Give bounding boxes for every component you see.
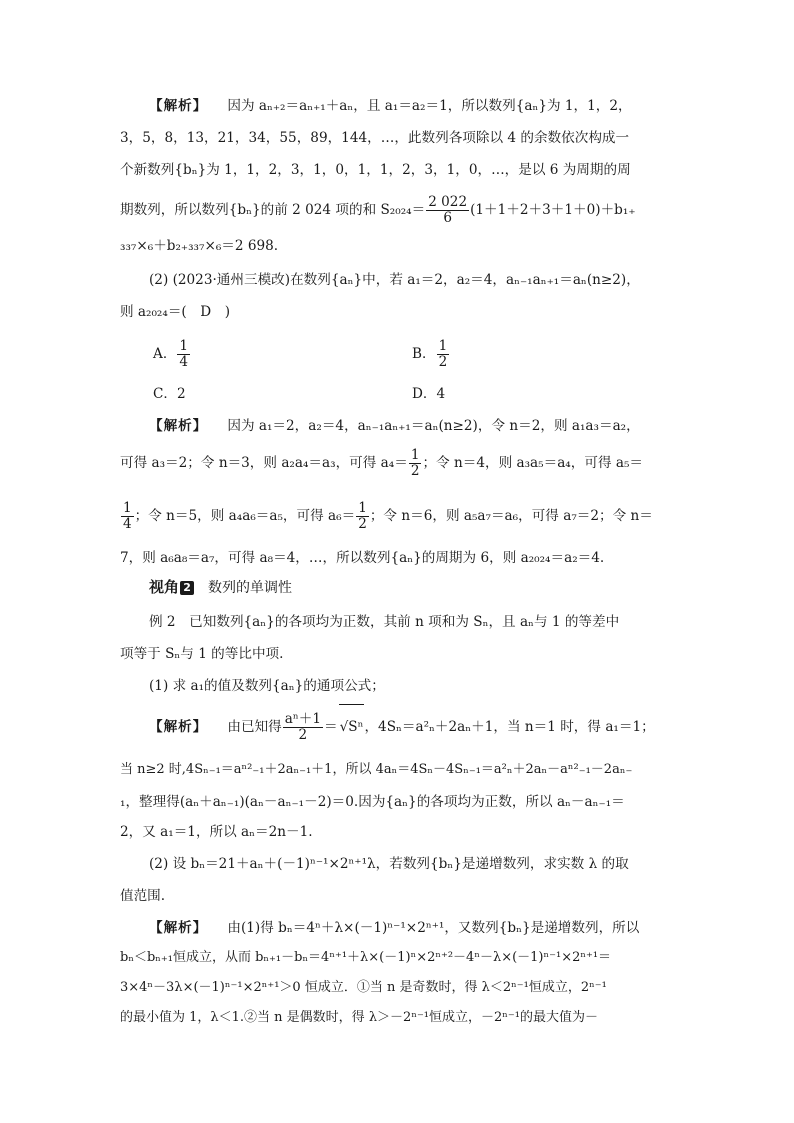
fraction-numerator: 1 — [179, 338, 189, 354]
solution-paragraph-2-line-4: 7，则 a₆a₈＝a₇，可得 a₈＝4，…，所以数列{aₙ}的周期为 6，则 a₂₀₂₄＝a₂＝4. — [120, 550, 605, 566]
solution-paragraph-1-line-2: 3，5，8，13，21，34，55，89，144，…，此数列各项除以 4 的余数依次构成一 — [120, 130, 630, 146]
solution-paragraph-4-line-3: 3×4ⁿ－3λ×(－1)ⁿ⁻¹×2ⁿ⁺¹＞0 恒成立．①当 n 是奇数时，得 λ＜2ⁿ⁻¹恒成立，2ⁿ⁻¹ — [120, 980, 607, 995]
text: 期数列，所以数列{bₙ}的前 2 024 项的和 S₂₀₂₄＝ — [120, 202, 426, 218]
text: ；令 n＝4，则 a₃a₅＝a₄，可得 a₅＝ — [422, 455, 644, 471]
section-badge-number: 2 — [180, 581, 194, 595]
option-a — [153, 334, 191, 374]
option-label: B． — [412, 346, 436, 362]
solution-paragraph-3-line-2: 当 n≥2 时,4Sₙ₋₁＝aⁿ²₋₁＋2aₙ₋₁＋1，所以 4aₙ＝4Sₙ－4Sₙ₋₁＝a²ₙ＋2aₙ－aⁿ²₋₁－2aₙ₋ — [120, 762, 633, 777]
question-2b-line-1: (2) 设 bₙ＝21＋aₙ＋(－1)ⁿ⁻¹×2ⁿ⁺¹λ，若数列{bₙ}是递增数列，求实数 λ 的取 — [149, 856, 629, 872]
solution-tag: 【解析】 — [149, 98, 208, 114]
fraction — [356, 501, 369, 532]
section-badge-text: 视角 — [149, 578, 180, 596]
fraction — [283, 712, 323, 743]
text: ；令 n＝5，则 a₄a₆＝a₅，可得 a₆＝ — [134, 508, 356, 524]
example-2-line-2: 项等于 Sₙ与 1 的等比中项. — [120, 646, 284, 662]
fraction-denominator: 4 — [123, 516, 132, 532]
fraction — [177, 339, 190, 370]
solution-paragraph-4-line-1 — [149, 918, 709, 938]
fraction-numerator: 1 — [123, 500, 132, 516]
solution-paragraph-4-line-2: bₙ＜bₙ₊₁恒成立，从而 bₙ₊₁－bₙ＝4ⁿ⁺¹＋λ×(－1)ⁿ×2ⁿ⁺²－4ⁿ－λ×(－1)ⁿ⁻¹×2ⁿ⁺¹＝ — [120, 950, 612, 965]
solution-paragraph-2-line-1 — [149, 416, 709, 436]
fraction — [409, 448, 422, 479]
fraction-denominator: 2 — [358, 516, 367, 532]
option-c: C．2 — [153, 386, 186, 402]
solution-tag: 【解析】 — [149, 719, 208, 735]
solution-tag: 【解析】 — [149, 418, 208, 434]
solution-paragraph-1-line-4 — [120, 190, 680, 230]
fraction-denominator: 2 — [410, 463, 420, 479]
example-2-line-1: 例 2 已知数列{aₙ}的各项均为正数，其前 n 项和为 Sₙ，且 aₙ与 1 的等差中 — [149, 614, 620, 630]
option-d: D．4 — [412, 386, 446, 402]
fraction-numerator: 1 — [410, 447, 420, 463]
text: 由已知得 — [227, 719, 282, 735]
solution-tag: 【解析】 — [149, 920, 208, 936]
solution-paragraph-1-line-1 — [149, 96, 709, 116]
fraction — [437, 339, 450, 370]
solution-paragraph-1-line-5: ₃₃₇×₆＋b₂₊₃₃₇×₆＝2 698. — [120, 238, 279, 254]
fraction-denominator: 4 — [179, 354, 189, 370]
solution-paragraph-3-line-3: ₁，整理得(aₙ＋aₙ₋₁)(aₙ－aₙ₋₁－2)＝0.因为{aₙ}的各项均为正数，所以 aₙ－aₙ₋₁＝ — [120, 794, 625, 810]
text: (1＋1＋2＋3＋1＋0)＋b₁₊ — [470, 202, 636, 218]
text: 因为 a₁＝2，a₂＝4，aₙ₋₁aₙ₊₁＝aₙ(n≥2)，令 n＝2，则 a₁a₃＝a₂， — [227, 418, 640, 434]
solution-paragraph-2-line-3 — [120, 496, 680, 536]
question-2-line-2: 则 a₂₀₂₄＝( D ) — [120, 304, 231, 320]
text: ，4Sₙ＝a²ₙ＋2aₙ＋1，当 n＝1 时，得 a₁＝1； — [364, 719, 655, 735]
square-root: √Sⁿ — [339, 704, 365, 749]
solution-paragraph-3-line-1 — [149, 704, 709, 748]
fraction-denominator: 2 — [298, 727, 308, 743]
section-title: 数列的单调性 — [208, 580, 293, 596]
text: 可得 a₃＝2；令 n＝3，则 a₂a₄＝a₃，可得 a₄＝ — [120, 455, 408, 471]
fraction — [426, 195, 469, 226]
option-b — [412, 334, 450, 374]
fraction-numerator: 1 — [438, 338, 448, 354]
fraction-denominator: 6 — [443, 210, 452, 226]
example-2-question-1: (1) 求 a₁的值及数列{aₙ}的通项公式； — [149, 678, 385, 694]
question-2b-line-2: 值范围. — [120, 888, 166, 904]
text: 因为 aₙ₊₂＝aₙ₊₁＋aₙ，且 a₁＝a₂＝1，所以数列{aₙ}为 1，1，2， — [227, 98, 632, 114]
radicand: Sⁿ — [348, 719, 364, 735]
option-label: A． — [153, 346, 177, 362]
question-2-line-1: (2) (2023·通州三模改)在数列{aₙ}中，若 a₁＝2，a₂＝4，aₙ₋₁aₙ₊₁＝aₙ(n≥2)， — [149, 272, 640, 288]
text: ＝ — [323, 719, 338, 735]
solution-paragraph-2-line-2 — [120, 443, 680, 483]
section-badge — [149, 576, 194, 598]
section-heading — [149, 576, 292, 599]
solution-paragraph-4-line-4: 的最小值为 1，λ＜1.②当 n 是偶数时，得 λ＞－2ⁿ⁻¹恒成立，－2ⁿ⁻¹的最大值为－ — [120, 1010, 598, 1025]
text: 由(1)得 bₙ＝4ⁿ＋λ×(－1)ⁿ⁻¹×2ⁿ⁺¹，又数列{bₙ}是递增数列，所以 — [227, 920, 640, 936]
fraction-numerator: 2 022 — [428, 194, 468, 210]
solution-paragraph-1-line-3: 个新数列{bₙ}为 1，1，2，3，1，0，1，1，2，3，1，0，…，是以 6 为周期的周 — [120, 162, 631, 178]
fraction-numerator: 1 — [358, 500, 367, 516]
solution-paragraph-3-line-4: 2，又 a₁＝1，所以 aₙ＝2n－1. — [120, 824, 313, 840]
fraction — [121, 501, 134, 532]
fraction-numerator: aⁿ＋1 — [284, 711, 321, 727]
text: ；令 n＝6，则 a₅a₇＝a₆，可得 a₇＝2；令 n＝ — [369, 508, 653, 524]
fraction-denominator: 2 — [438, 354, 448, 370]
